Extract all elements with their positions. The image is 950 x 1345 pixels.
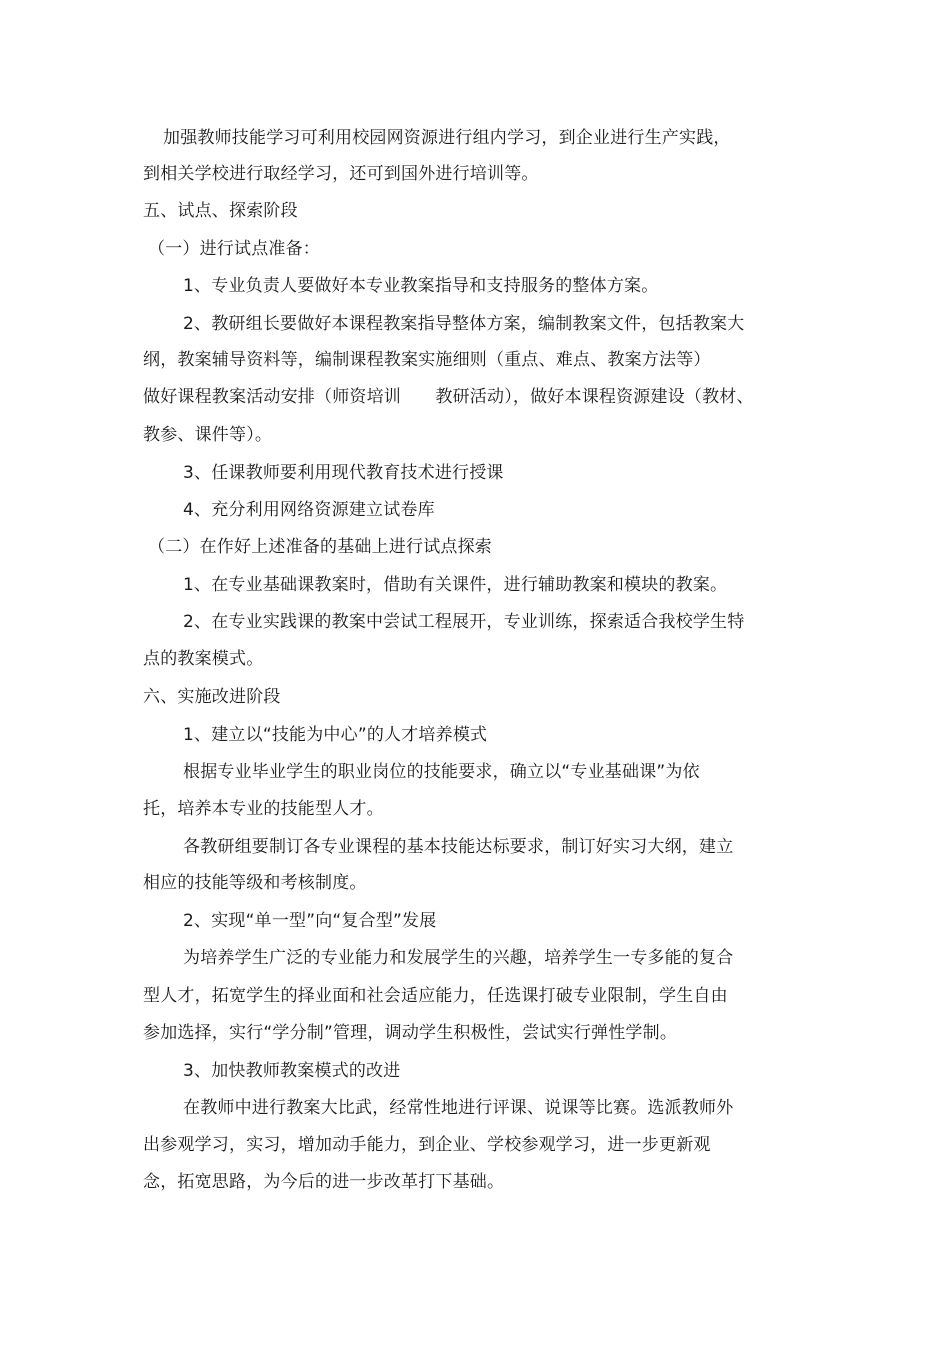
paragraph-line: 做好课程教案活动安排（师资培训 教研活动），做好本课程资源建设（教材、 [143,387,754,407]
paragraph-line: 相应的技能等级和考核制度。 [143,873,367,893]
paragraph-line: 教参、课件等）。 [143,425,273,445]
paragraph-line: 纲，教案辅导资料等，编制课程教案实施细则（重点、难点、教案方法等） [143,350,711,370]
list-item: 1、专业负责人要做好本专业教案指导和支持服务的整体方案。 [183,276,659,296]
subsection-heading: （一）进行试点准备： [148,239,320,259]
paragraph-line: 各教研组要制订各专业课程的基本技能达标要求，制订好实习大纲，建立 [183,837,734,857]
paragraph-line: 加强教师技能学习可利用校园网资源进行组内学习，到企业进行生产实践， [163,128,731,148]
paragraph-line: 参加选择，实行“学分制”管理，调动学生积极性，尝试实行弹性学制。 [143,1023,678,1043]
paragraph-line: 托，培养本专业的技能型人才。 [143,799,384,819]
list-item: 2、实现“单一型”向“复合型”发展 [183,911,437,931]
paragraph-line: 点的教案模式。 [143,649,264,669]
section-heading: 六、实施改进阶段 [143,687,281,707]
list-item: 2、教研组长要做好本课程教案指导整体方案，编制教案文件，包括教案大 [183,314,745,334]
list-item: 1、在专业基础课教案时，借助有关课件，进行辅助教案和模块的教案。 [183,575,728,595]
paragraph-line: 根据专业毕业学生的职业岗位的技能要求，确立以“专业基础课”为依 [183,762,700,782]
list-item: 3、加快教师教案模式的改进 [183,1061,401,1081]
paragraph-line: 念，拓宽思路，为今后的进一步改革打下基础。 [143,1172,505,1192]
list-item: 1、建立以“技能为中心”的人才培养模式 [183,725,488,745]
section-heading: 五、试点、探索阶段 [143,201,298,221]
subsection-heading: （二）在作好上述准备的基础上进行试点探索 [148,537,492,557]
paragraph-line: 出参观学习，实习，增加动手能力，到企业、学校参观学习，进一步更新观 [143,1135,711,1155]
list-item: 4、充分利用网络资源建立试卷库 [183,500,435,520]
paragraph-line: 为培养学生广泛的专业能力和发展学生的兴趣，培养学生一专多能的复合 [183,948,734,968]
paragraph-line: 型人才，拓宽学生的择业面和社会适应能力，任选课打破专业限制，学生自由 [143,986,728,1006]
paragraph-line: 在教师中进行教案大比武，经常性地进行评课、说课等比赛。选派教师外 [183,1098,734,1118]
list-item: 3、任课教师要利用现代教育技术进行授课 [183,463,504,483]
paragraph-line: 到相关学校进行取经学习，还可到国外进行培训等。 [143,164,539,184]
list-item: 2、在专业实践课的教案中尝试工程展开，专业训练，探索适合我校学生特 [183,612,745,632]
